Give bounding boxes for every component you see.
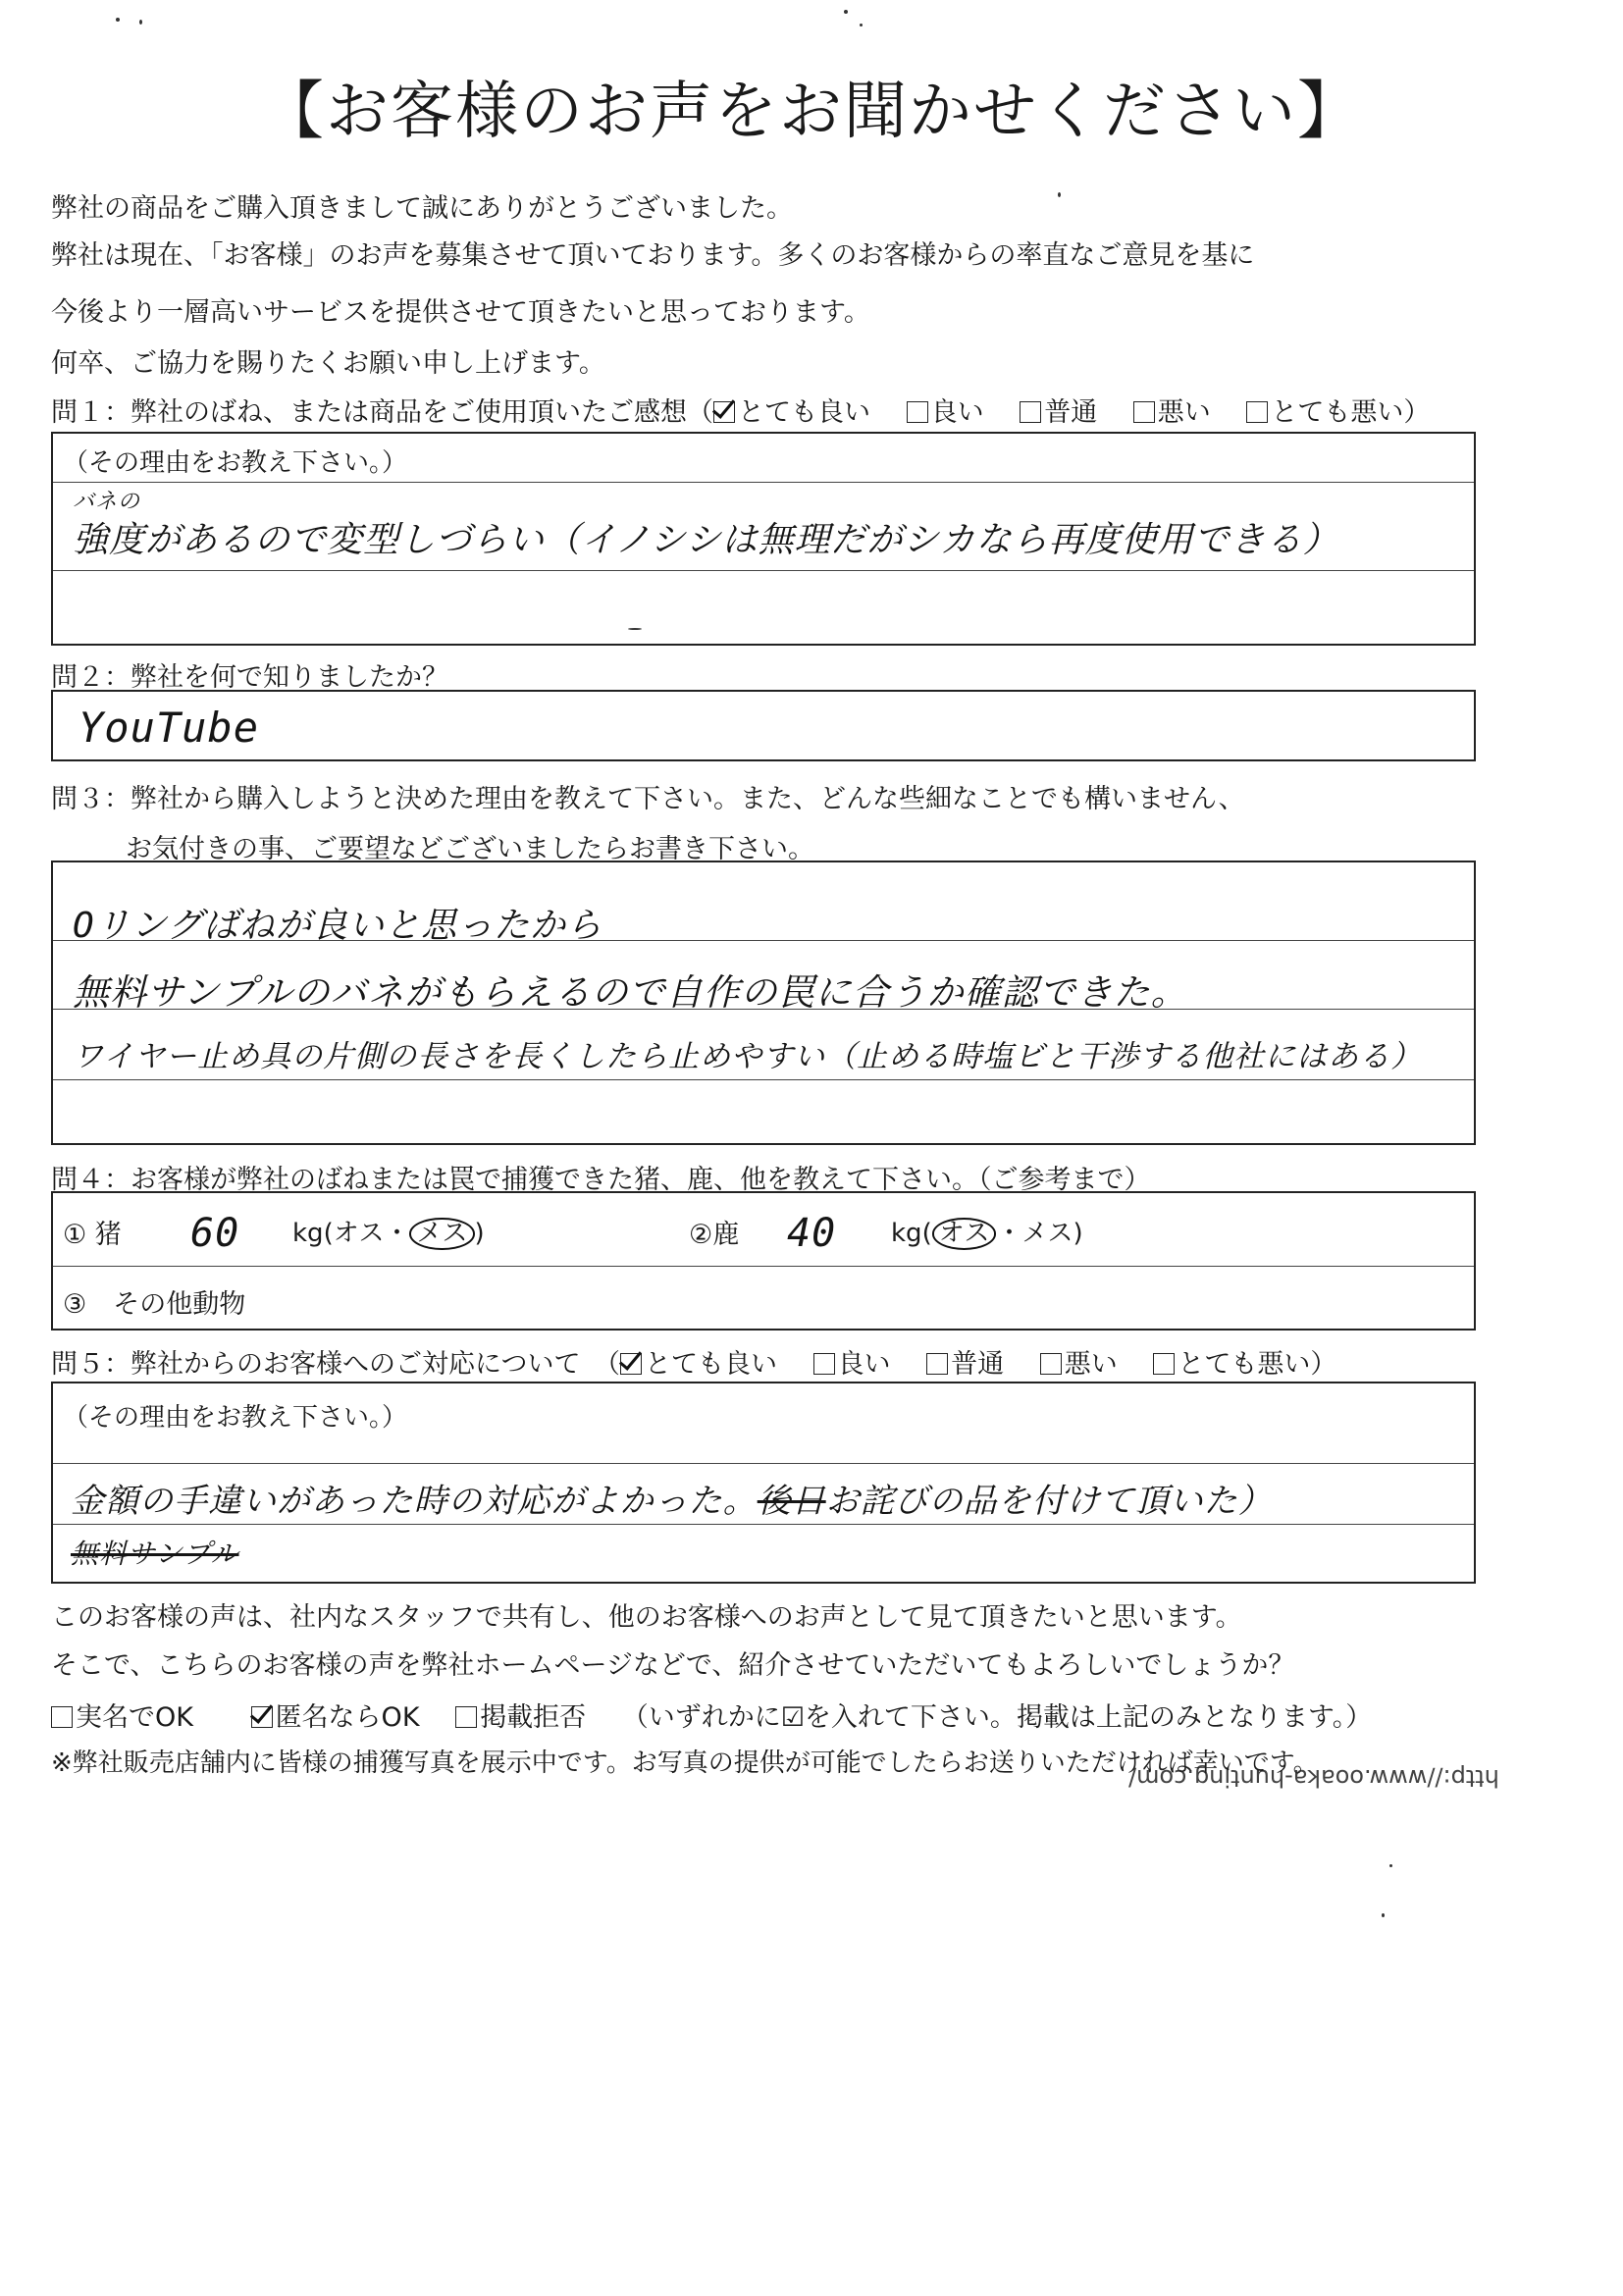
consent-hint: （いずれかに☑を入れて下さい。掲載は上記のみとなります。） [621, 1702, 1373, 1733]
q5-reason-prompt: （その理由をお教え下さい。） [63, 1403, 408, 1433]
q3-answer-3: ワイヤー止め具の片側の長さを長くしたら止めやすい（止める時塩ビと干渉する他社にはある） [73, 1039, 1423, 1074]
scan-speck [1389, 1864, 1392, 1867]
q4-boar-value[interactable]: 60 [190, 1211, 240, 1256]
q4-deer-female[interactable]: メス [1021, 1219, 1073, 1248]
q3-answer-row-1[interactable] [53, 862, 1474, 946]
q1-checkbox-very-bad[interactable] [1246, 401, 1268, 423]
consent-line-2: そこで、こちらのお客様の声を弊社ホームページなどで、紹介させていただいてもよろしいでしょうか？ [51, 1650, 1295, 1681]
q1-answer-row[interactable] [53, 483, 1474, 571]
q1-answer-note: バネの [73, 490, 141, 514]
q1-label: 問１：弊社のばね、または商品をご使用頂いたご感想（ [51, 397, 713, 428]
q1-answer-text: 強度があるので変型しづらい（イノシシは無理だがシカなら再度使用できる） [73, 520, 1339, 560]
intro-line-2: 弊社は現在、「お客様」のお声を募集させて頂いております。多くのお客様からの率直なご意見を基に [51, 240, 1255, 271]
q5-option-very-bad: とても悪い [1178, 1349, 1311, 1380]
q4-deer-unit: kg [891, 1219, 922, 1248]
consent-line-1: このお客様の声は、社内なスタッフで共有し、他のお客様へのお声として見て頂きたいと思います。 [51, 1602, 1242, 1633]
intro-line-4: 何卒、ご協力を賜りたくお願い申し上げます。 [51, 348, 605, 379]
q3-answer-1: Oリングばねが良いと思ったから [73, 906, 602, 946]
q1-checkbox-very-good[interactable] [713, 401, 735, 423]
scan-speck [628, 628, 642, 630]
q3-answer-row-3[interactable] [53, 1010, 1474, 1080]
consent-option-anonymous: 匿名ならOK [275, 1702, 420, 1733]
q5-answer-struck-2: 無料サンプル [71, 1538, 239, 1570]
q4-deer-sex [891, 1213, 1083, 1250]
q1-question [51, 391, 1430, 429]
consent-options [51, 1696, 1372, 1734]
q1-checkbox-normal[interactable] [1020, 401, 1041, 423]
scan-speck [860, 24, 863, 26]
scan-speck [116, 18, 120, 22]
q5-option-very-good: とても良い [644, 1349, 777, 1380]
q5-question [51, 1342, 1336, 1381]
q5-answer-text [71, 1474, 1273, 1522]
q4-answer-box [51, 1191, 1476, 1331]
q5-option-bad: 悪い [1064, 1349, 1118, 1380]
q5-answer-struck: 後日 [757, 1482, 826, 1521]
q5-answer-main: 金額の手違いがあった時の対応がよかった。 [71, 1482, 758, 1521]
q1-option-good: 良い [930, 397, 984, 428]
q4-row-other[interactable] [53, 1267, 1474, 1329]
q3-label-1: 問３：弊社から購入しようと決めた理由を教えて下さい。また、どんな些細なことでも構いません、 [51, 784, 1245, 814]
q4-row-boar-deer [53, 1193, 1474, 1267]
q1-reason-prompt: （その理由をお教え下さい。） [63, 448, 408, 478]
q3-answer-2: 無料サンプルのバネがもらえるので自作の罠に合うか確認できた。 [73, 971, 1188, 1014]
q5-answer-tail: お詫びの品を付けて頂いた） [825, 1482, 1273, 1521]
q4-deer-paren-open: ( [921, 1219, 932, 1248]
q4-boar-unit: kg [292, 1219, 324, 1248]
q4-boar-label: ① 猪 [63, 1220, 122, 1250]
consent-checkbox-anonymous[interactable] [251, 1706, 273, 1728]
q5-close: ） [1310, 1349, 1337, 1380]
q1-blank-row[interactable] [53, 571, 1474, 644]
q5-checkbox-very-bad[interactable] [1153, 1353, 1175, 1375]
q4-deer-value[interactable]: 40 [787, 1211, 837, 1256]
consent-checkbox-refuse[interactable] [455, 1706, 477, 1728]
q3-answer-row-2[interactable] [53, 941, 1474, 1014]
q5-label: 問５：弊社からのお客様へのご対応について （ [51, 1349, 620, 1380]
q4-label: 問４：お客様が弊社のばねまたは罠で捕獲できた猪、鹿、他を教えて下さい。（ご参考まで） [51, 1165, 1151, 1195]
q1-option-normal: 普通 [1044, 397, 1098, 428]
q1-option-very-bad: とても悪い [1271, 397, 1404, 428]
q5-answer-row[interactable] [53, 1464, 1474, 1525]
q4-boar-sex [292, 1213, 485, 1250]
q1-option-bad: 悪い [1157, 397, 1211, 428]
q1-option-very-good: とても良い [738, 397, 870, 428]
q4-boar-female-circled[interactable]: メス [409, 1218, 474, 1250]
q4-deer-male-circled[interactable]: オス [932, 1218, 997, 1250]
q5-answer-box [51, 1382, 1476, 1584]
consent-checkbox-real-name[interactable] [51, 1706, 73, 1728]
q4-other-label: ③ その他動物 [63, 1289, 246, 1320]
q3-label-2: お気付きの事、ご要望などございましたらお書き下さい。 [126, 834, 814, 864]
q4-deer-dot: ・ [996, 1219, 1022, 1248]
q2-label: 問２：弊社を何で知りましたか？ [51, 662, 448, 693]
consent-option-refuse: 掲載拒否 [480, 1702, 587, 1733]
consent-option-real-name: 実名でOK [76, 1702, 193, 1733]
q5-checkbox-good[interactable] [813, 1353, 835, 1375]
q5-checkbox-normal[interactable] [926, 1353, 948, 1375]
q3-answer-box [51, 861, 1476, 1145]
q5-blank-row[interactable] [53, 1525, 1474, 1582]
q4-boar-male[interactable]: オス [333, 1219, 385, 1248]
consent-note: ※弊社販売店舗内に皆様の捕獲写真を展示中です。お写真の提供が可能でしたらお送りいただければ幸いです。 [51, 1748, 1319, 1778]
q1-close: ） [1403, 397, 1431, 428]
intro-line-1: 弊社の商品をご購入頂きまして誠にありがとうございました。 [51, 193, 793, 224]
q5-checkbox-bad[interactable] [1040, 1353, 1062, 1375]
q1-answer-box [51, 432, 1476, 646]
q1-reason-row [53, 434, 1474, 514]
q4-deer-label: ②鹿 [689, 1220, 740, 1250]
q1-checkbox-good[interactable] [907, 401, 928, 423]
scan-speck [844, 10, 848, 14]
q5-checkbox-very-good[interactable] [620, 1353, 642, 1375]
intro-line-3: 今後より一層高いサービスを提供させて頂きたいと思っております。 [51, 297, 870, 328]
scan-speck [139, 20, 142, 25]
page-title: 【お客様のお声をお聞かせください】 [261, 76, 1362, 148]
q5-option-good: 良い [837, 1349, 891, 1380]
q2-answer-box[interactable] [51, 690, 1476, 761]
q5-reason-row [53, 1383, 1474, 1464]
q4-deer-paren-close: ) [1073, 1219, 1083, 1248]
q5-option-normal: 普通 [951, 1349, 1005, 1380]
scan-speck [1058, 192, 1061, 197]
mirrored-watermark: http://www.ooaka-hunting.com/ [1128, 1764, 1499, 1792]
q4-boar-dot: ・ [384, 1219, 410, 1248]
q4-boar-paren-open: ( [323, 1219, 334, 1248]
q2-answer-text: YouTube [79, 704, 260, 752]
q3-answer-row-4[interactable] [53, 1080, 1474, 1143]
q1-checkbox-bad[interactable] [1133, 401, 1155, 423]
scan-speck [1382, 1913, 1385, 1917]
q4-boar-paren-close: ) [474, 1219, 485, 1248]
